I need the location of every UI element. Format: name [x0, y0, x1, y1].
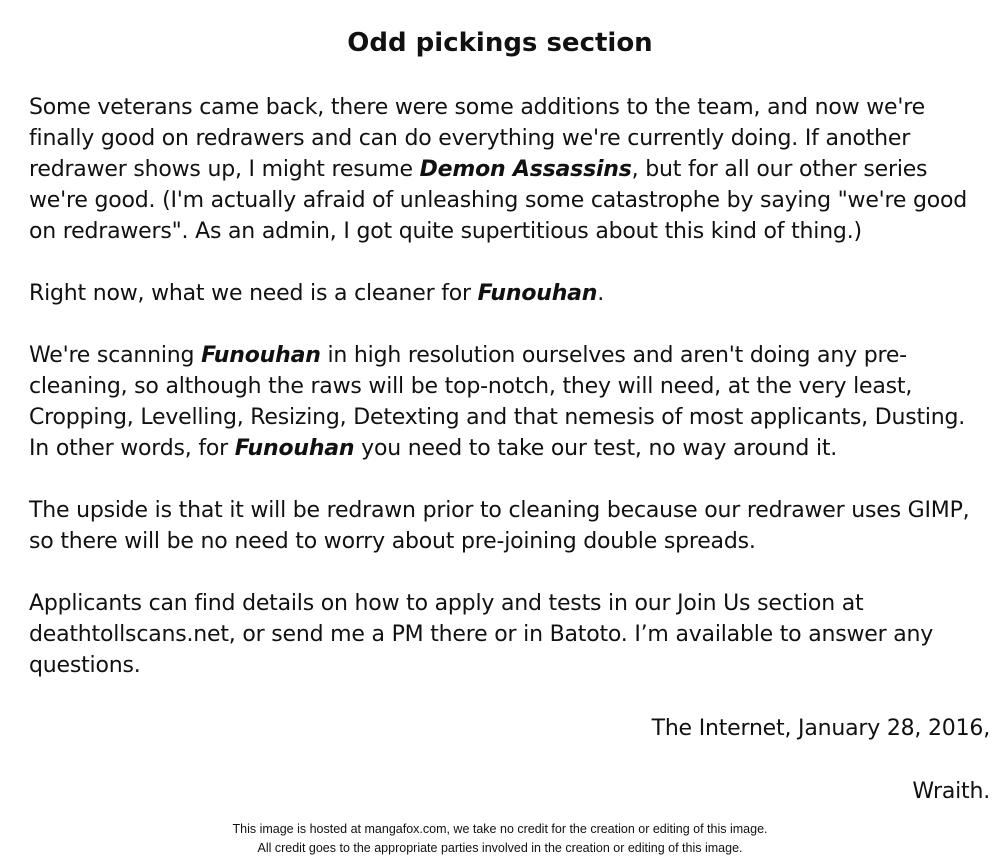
paragraph-text: The upside is that it will be redrawn prior to cleaning because our redrawer uses GIMP, so there will be no need to worry about pre-joining double spreads. [29, 498, 970, 554]
announcement-body [29, 92, 991, 712]
series-title-funouhan: Funouhan [477, 281, 598, 306]
page-title: Odd pickings section [347, 28, 653, 58]
footer-disclaimer-line-2: All credit goes to the appropriate parties involved in the creation or editing of this image. [257, 841, 743, 855]
paragraph-applicants [29, 588, 991, 681]
series-title-funouhan: Funouhan [201, 343, 321, 368]
signature-name: Wraith. [912, 779, 990, 804]
paragraph-text: Some veterans came back, there were some additions to the team, and now we're finally good on redrawers and can do everything we're currently doing. If another redrawer shows up, I might resume [29, 95, 925, 182]
paragraph-cleaner-needed [29, 278, 991, 309]
signature-place-date: The Internet, January 28, 2016, [651, 716, 990, 741]
series-title-funouhan: Funouhan [234, 436, 355, 461]
series-title-demon-assassins: Demon Assassins [419, 157, 632, 182]
paragraph-scanning [29, 340, 991, 464]
footer-disclaimer-line-1: This image is hosted at mangafox.com, we take no credit for the creation or editing of this image. [232, 822, 768, 836]
paragraph-text: We're scanning [29, 343, 202, 368]
paragraph-text: in high resolution ourselves and aren't doing any pre-cleaning, so although the raws will be top-notch, they will need, at the very least, Cropping, Levelling, Resizing, Detexting and that nemesis of most applicants, Dusting. In other words, for [29, 343, 966, 461]
paragraph-upside [29, 495, 991, 557]
paragraph-text: Right now, what we need is a cleaner for [29, 281, 478, 306]
paragraph-redrawers [29, 92, 991, 247]
paragraph-text: you need to take our test, no way around it. [354, 436, 838, 461]
paragraph-text: Applicants can find details on how to apply and tests in our Join Us section at deathtollscans.net, or send me a PM there or in Batoto. I’m available to answer any questions. [29, 591, 934, 678]
paragraph-text: , but for all our other series we're good. (I'm actually afraid of unleashing some catastrophe by saying "we're good on redrawers". As an admin, I got quite supertitious about this kind of thing.) [29, 157, 968, 244]
paragraph-text: . [597, 281, 605, 306]
